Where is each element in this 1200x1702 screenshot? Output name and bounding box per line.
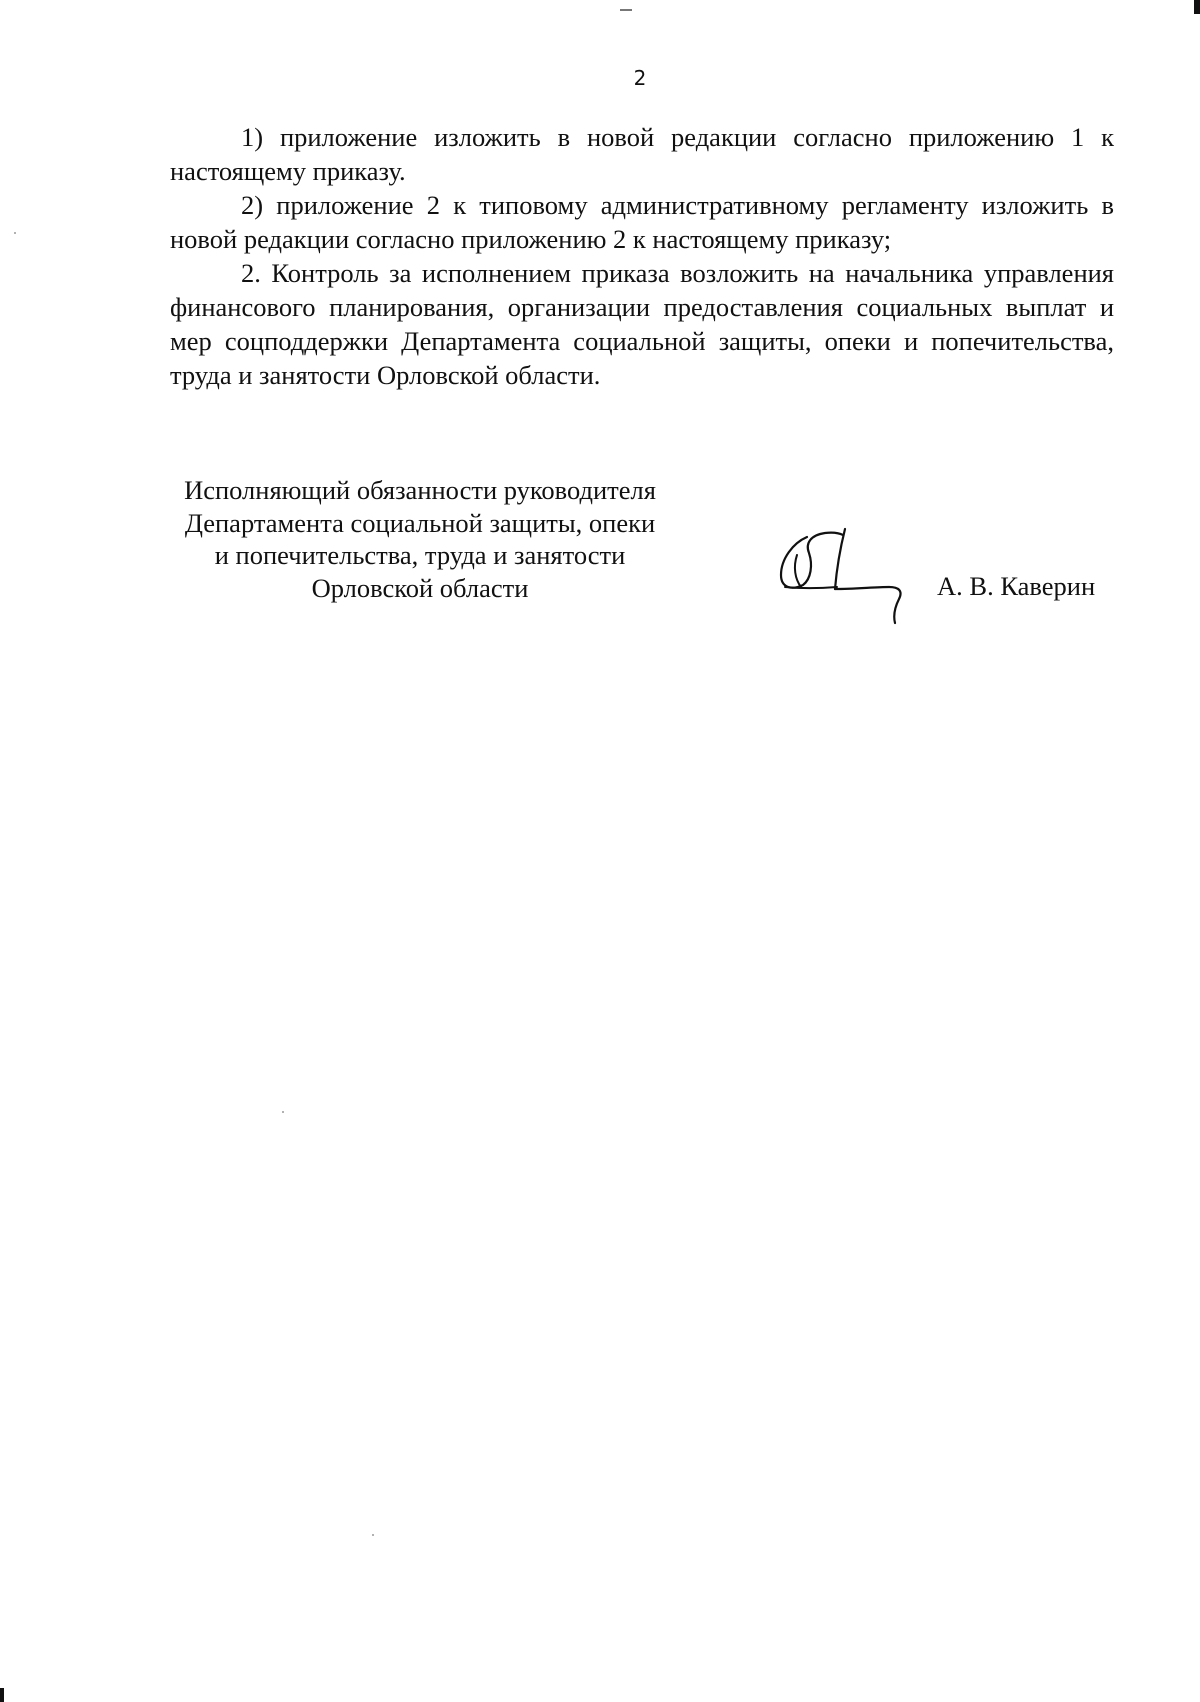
signatory-title-line: Департамента социальной защиты, опеки (184, 507, 656, 538)
scan-edge-mark (0, 1688, 4, 1702)
page-number: 2 (633, 66, 647, 90)
scan-speck (282, 1111, 284, 1113)
scan-speck (620, 9, 632, 11)
signatory-title-line: Исполняющий обязанности руководителя (184, 475, 656, 505)
signer-name: А. В. Каверин (937, 571, 1096, 601)
scan-speck (372, 1534, 374, 1536)
signatory-title-line: и попечительства, труда и занятости (214, 540, 626, 570)
handwritten-signature (775, 525, 915, 625)
paragraph: 2. Контроль за исполнением приказа возложить на начальника управления финансового планирования, организации предоставления социальных выплат и мер соцподдержки Департамента социальной защиты, опеки и попечительства, труда и занятости Орловской области. (170, 258, 1114, 390)
document-body (170, 120, 1114, 392)
scan-edge-mark (1194, 0, 1200, 14)
signatory-title-line: Орловской области (311, 572, 529, 603)
paragraph: 2) приложение 2 к типовому административному регламенту изложить в новой редакции согласно приложению 2 к настоящему приказу; (170, 190, 1114, 254)
signatory-title (150, 474, 690, 604)
paragraph: 1) приложение изложить в новой редакции согласно приложению 1 к настоящему приказу. (170, 122, 1114, 186)
scan-speck (14, 232, 16, 234)
